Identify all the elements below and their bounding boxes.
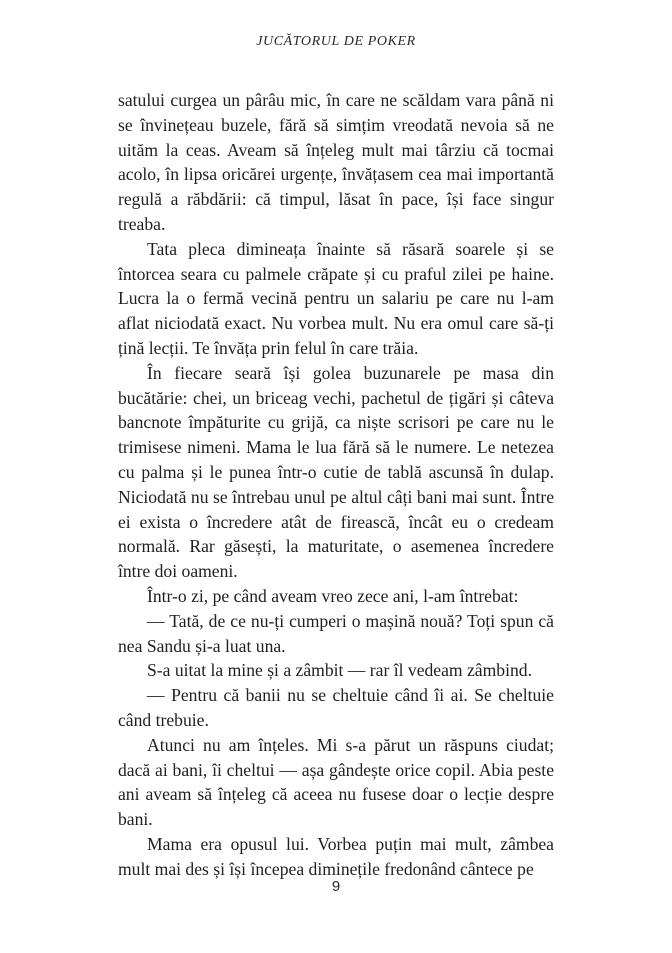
dialogue-line: — Tată, de ce nu-ți cumperi o mașină nouă? Toți spun că nea Sandu și-a luat una. xyxy=(118,610,554,656)
page-number: 9 xyxy=(331,878,341,895)
paragraph: Mama era opusul lui. Vorbea puțin mai mult, zâmbea mult mai des și își începea diminețile fredonând cântece pe xyxy=(118,833,554,879)
paragraph: Atunci nu am înțeles. Mi s-a părut un răspuns ciudat; dacă ai bani, îi cheltui — așa gândește orice copil. Abia peste ani aveam să înțeleg că aceea nu fusese doar o lecție despre bani. xyxy=(118,734,554,830)
body-text xyxy=(118,88,554,882)
paragraph: satului curgea un pârâu mic, în care ne scăldam vara până ni se învinețeau buzele, fără să simțim vreodată nevoia să ne uităm la ceas. Aveam să înțeleg mult mai târziu că tocmai acolo, în lipsa oricărei urgențe, învățasem cea mai importantă regulă a răbdării: că timpul, lăsat în pace, își face singur treaba. xyxy=(118,90,554,234)
dialogue-line: — Pentru că banii nu se cheltuie când îi ai. Se cheltuie când trebuie. xyxy=(118,685,554,730)
paragraph: Într-o zi, pe când aveam vreo zece ani, l-am întrebat: xyxy=(147,585,519,606)
running-header: JUCĂTORUL DE POKER xyxy=(256,34,416,49)
paragraph: S-a uitat la mine și a zâmbit — rar îl vedeam zâmbind. xyxy=(147,660,532,681)
paragraph: Tata pleca dimineața înainte să răsară soarele și se întorcea seara cu palmele crăpate și cu praful zilei pe haine. Lucra la o fermă vecină pentru un salariu pe care nu l-am aflat niciodată exact. Nu vorbea mult. Nu era omul care să-ți țină lecții. Te învăța prin felul în care trăia. xyxy=(118,238,554,358)
paragraph: În fiecare seară își golea buzunarele pe masa din bucătărie: chei, un briceag vechi, pachetul de țigări și câteva bancnote împăturite cu grijă, ca niște scrisori pe care nu le trimisese nimeni. Mama le lua fără să le numere. Le netezea cu palma și le punea într-o cutie de tablă ascunsă în dulap. Niciodată nu se întrebau unul pe altul câți bani mai sunt. Între ei exista o încredere atât de firească, încât eu o credeam normală. Rar găsești, la maturitate, o asemenea încredere între doi oameni. xyxy=(118,362,554,582)
